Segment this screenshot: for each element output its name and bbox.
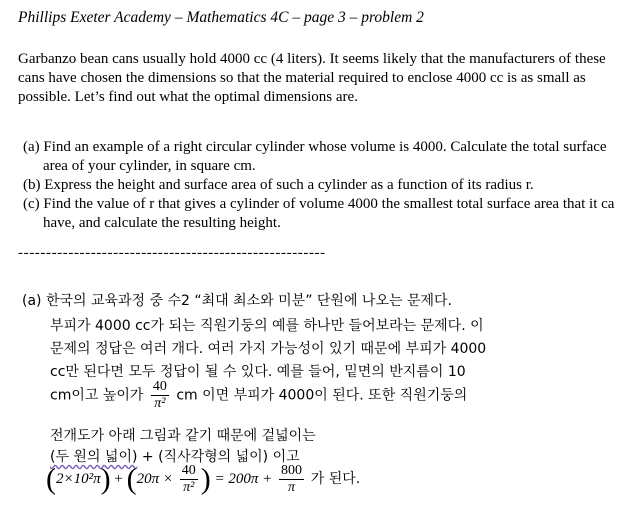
problem-item-c: (c) Find the value of r that gives a cylinder of volume 4000 the smallest total surface area that it ca have, and calculate the resulting height. (23, 196, 615, 231)
formula-expression: (2×10²π) + (20π × $\frac{40}{\text{π²}}$ ) = 200π + $\frac{800}{\pi}$ (46, 462, 303, 496)
problem-intro: Garbanzo bean cans usually hold 4000 cc (4 liters). It seems likely that the manufacturers of these cans have chosen the dimensions so that the material required to enclose 4000 cc is as small as possible. Let’s find out what the optimal dimensions are. (18, 51, 606, 105)
problem-item-a: (a) Find an example of a right circular cylinder whose volume is 4000. Calculate the total surface area of your cylinder, in square cm. (23, 139, 607, 174)
rect-fraction-denominator: π² (183, 480, 195, 495)
height-fraction (151, 379, 169, 412)
height-fraction-numerator: 40 (152, 379, 167, 394)
result-fraction (279, 463, 304, 496)
result-fraction-denominator: π (288, 480, 296, 495)
rectangle-term: 20π × (136, 470, 173, 487)
solution-line-3: 문제의 정답은 여러 개다. 여러 가지 가능성이 있기 때문에 부피가 4000 (50, 341, 487, 357)
problem-items (18, 138, 618, 233)
solution-line-5 (50, 379, 467, 412)
page-title: Phillips Exeter Academy – Mathematics 4C – page 3 – problem 2 (18, 9, 424, 26)
solution-line-1: (a) 한국의 교육과정 중 수2 “최대 최소와 미분” 단원에 나오는 문제다. (22, 293, 452, 309)
solution-line-4: cc만 된다면 모두 정답이 될 수 있다. 예를 들어, 밑면의 반지름이 10 (50, 364, 466, 380)
formula-end-text: 가 된다. (310, 470, 361, 487)
result-fraction-numerator: 800 (281, 463, 303, 478)
solution-line-2: 부피가 4000 cc가 되는 직원기둥의 예를 하나만 들어보라는 문제다. 이 (50, 318, 484, 334)
rect-fraction (180, 463, 198, 496)
two-circles-area: (두 원의 넓이) (50, 449, 138, 465)
solution-line-6: 전개도가 아래 그림과 같기 때문에 겉넓이는 (50, 428, 316, 444)
line5-start: cm이고 높이가 (50, 387, 144, 404)
height-fraction-denominator: π² (154, 396, 166, 411)
circle-term: 2×10²π (56, 470, 101, 487)
surface-area-formula (46, 463, 360, 496)
problem-item-b: (b) Express the height and surface area of such a cylinder as a function of its radius r. (23, 177, 534, 193)
line5-end: cm 이면 부피가 4000이 된다. 또한 직원기둥의 (176, 387, 468, 404)
result-term: = 200π + (214, 470, 273, 487)
rectangle-area: + (직사각형의 넓이) 이고 (137, 449, 300, 465)
separator: ------------------------------------------------------- (18, 245, 326, 261)
rect-fraction-numerator: 40 (181, 463, 196, 478)
